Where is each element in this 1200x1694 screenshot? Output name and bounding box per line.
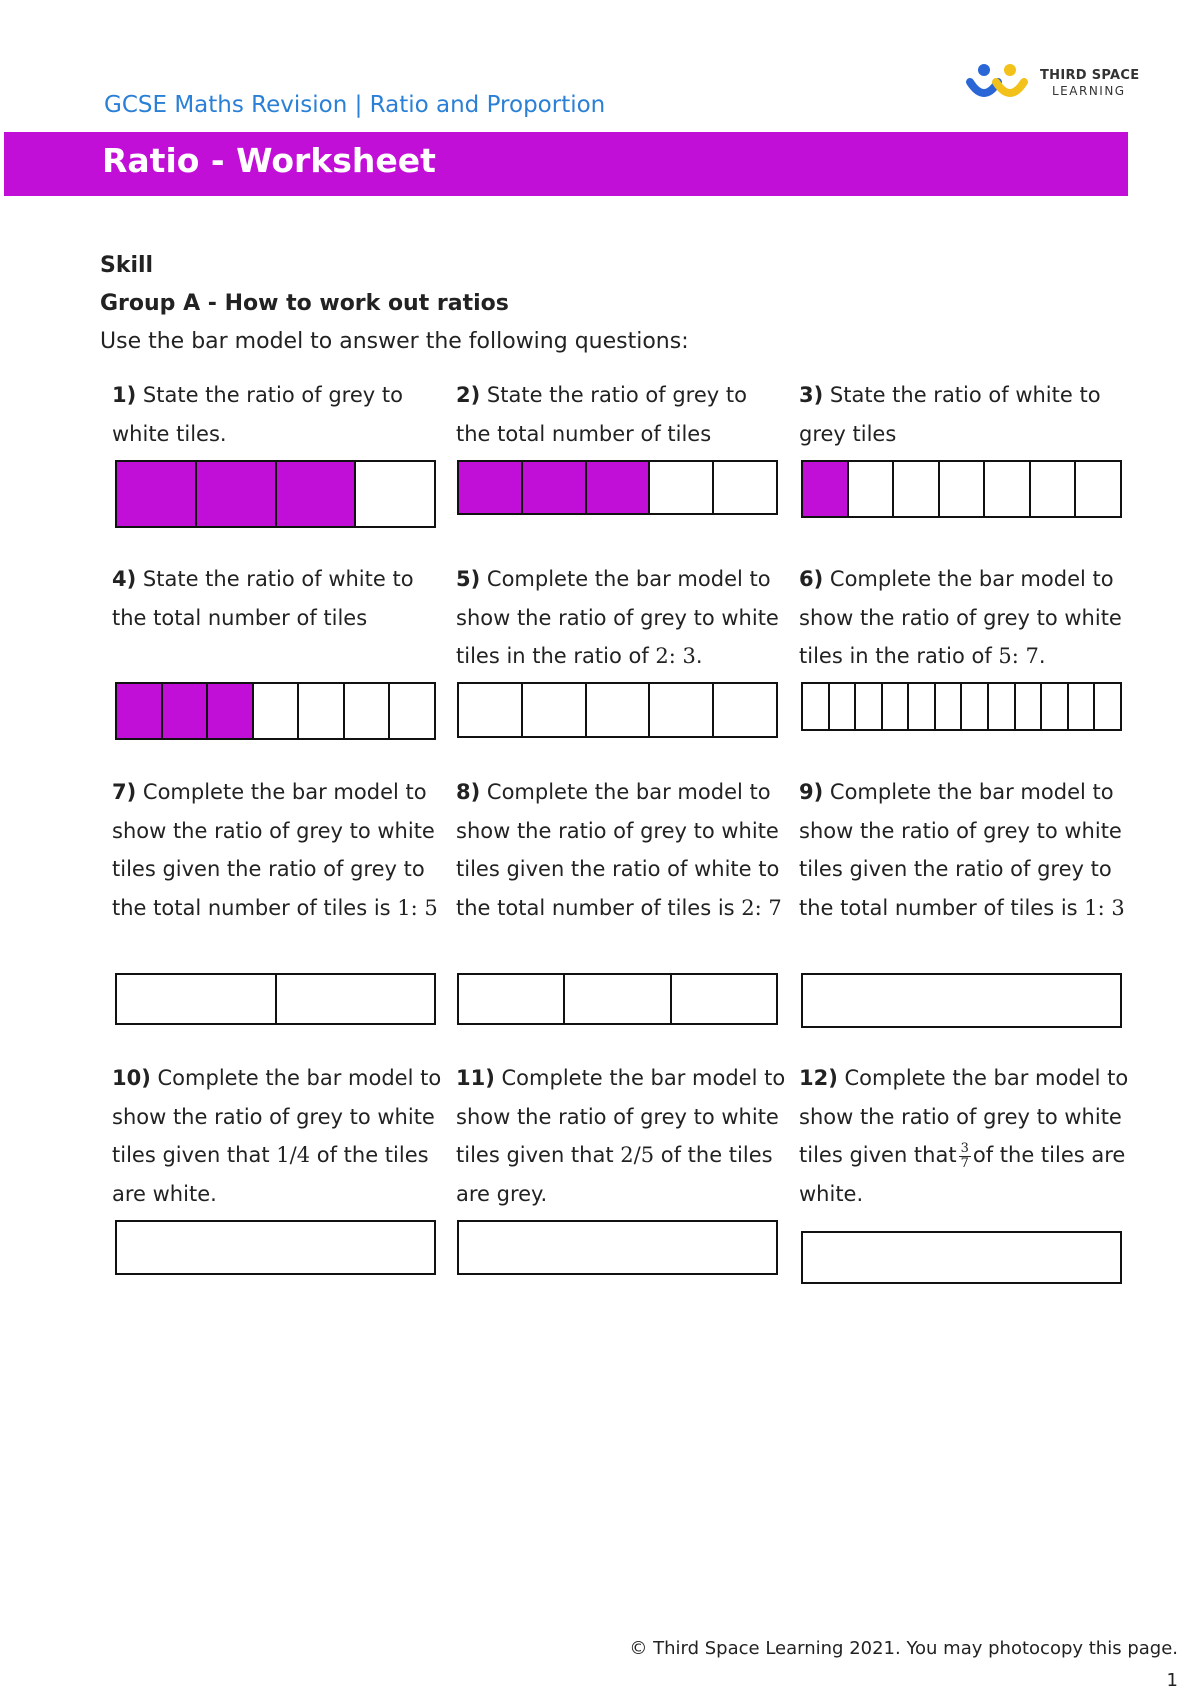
fraction: $\frac{3}{7}$ [960, 1140, 969, 1171]
tile-grey [587, 462, 651, 513]
tile-white [117, 1222, 434, 1273]
tile-white [940, 462, 986, 516]
section-skill-label: Skill [100, 253, 154, 278]
tile-white [894, 462, 940, 516]
copyright-footer: © Third Space Learning 2021. You may photocopy this page. [629, 1638, 1178, 1659]
bar-model-11 [457, 1220, 778, 1275]
tile-white [650, 462, 714, 513]
tile-white [254, 684, 300, 738]
bar-model-9 [801, 973, 1122, 1028]
tile-white [1069, 684, 1096, 729]
tile-white [299, 684, 345, 738]
question-10: 10) Complete the bar model to show the ratio of grey to white tiles given that 1/4 of the tiles are white. [112, 1066, 442, 1206]
tile-white [587, 684, 651, 736]
question-7: 7) Complete the bar model to show the ratio of grey to white tiles given the ratio of grey to the total number of tiles is 1: 5 [112, 780, 438, 920]
tile-grey [197, 462, 277, 526]
tile-white [909, 684, 936, 729]
tile-white [962, 684, 989, 729]
tile-white [830, 684, 857, 729]
tile-grey [523, 462, 587, 513]
question-4: 4) State the ratio of white to the total number of tiles [112, 567, 414, 630]
bar-model-6 [801, 682, 1122, 731]
question-11: 11) Complete the bar model to show the ratio of grey to white tiles given that 2/5 of the tiles are grey. [456, 1066, 786, 1206]
tile-white [565, 975, 671, 1023]
bar-model-2 [457, 460, 778, 515]
tile-white [849, 462, 895, 516]
question-5: 5) Complete the bar model to show the ratio of grey to white tiles in the ratio of 2: 3. [456, 567, 779, 668]
tile-white [1042, 684, 1069, 729]
bar-model-5 [457, 682, 778, 738]
tile-white [345, 684, 391, 738]
question-1: 1) State the ratio of grey to white tiles. [112, 383, 403, 446]
question-6: 6) Complete the bar model to show the ratio of grey to white tiles in the ratio of 5: 7. [799, 567, 1122, 668]
logo-text-line2: LEARNING [1052, 84, 1126, 98]
group-heading: Group A - How to work out ratios [100, 291, 509, 316]
tile-white [650, 684, 714, 736]
tile-white [117, 975, 277, 1023]
tile-white [856, 684, 883, 729]
third-space-learning-logo [964, 60, 1154, 110]
tile-grey [117, 462, 197, 526]
tile-white [523, 684, 587, 736]
tile-white [390, 684, 434, 738]
page-number: 1 [1166, 1670, 1178, 1691]
instruction-text: Use the bar model to answer the following questions: [100, 329, 689, 354]
logo-mark-icon [964, 60, 1034, 110]
tile-grey [803, 462, 849, 516]
tile-white [1016, 684, 1043, 729]
bar-model-4 [115, 682, 436, 740]
tile-white [459, 684, 523, 736]
tile-white [803, 975, 1120, 1026]
tile-white [277, 975, 435, 1023]
question-3: 3) State the ratio of white to grey tiles [799, 383, 1101, 446]
tile-white [459, 1222, 776, 1273]
tile-white [803, 1233, 1120, 1282]
tile-white [356, 462, 434, 526]
bar-model-12 [801, 1231, 1122, 1284]
question-8: 8) Complete the bar model to show the ratio of grey to white tiles given the ratio of white to the total number of tiles is 2: 7 [456, 780, 782, 920]
tile-grey [277, 462, 357, 526]
tile-white [1076, 462, 1120, 516]
tile-grey [459, 462, 523, 513]
logo-text-line1: THIRD SPACE [1040, 68, 1140, 83]
bar-model-3 [801, 460, 1122, 518]
tile-white [985, 462, 1031, 516]
tile-white [1031, 462, 1077, 516]
tile-grey [117, 684, 163, 738]
question-12: 12) Complete the bar model to show the ratio of grey to white tiles given that $\frac{3}{7}$ of the tiles are white. [799, 1066, 1129, 1206]
tile-white [883, 684, 910, 729]
tile-white [714, 684, 776, 736]
tile-white [714, 462, 776, 513]
tile-white [672, 975, 776, 1023]
bar-model-8 [457, 973, 778, 1025]
tile-white [803, 684, 830, 729]
page-title: Ratio - Worksheet [102, 141, 436, 180]
bar-model-7 [115, 973, 436, 1025]
tile-white [989, 684, 1016, 729]
question-9: 9) Complete the bar model to show the ratio of grey to white tiles given the ratio of grey to the total number of tiles is 1: 3 [799, 780, 1125, 920]
bar-model-1 [115, 460, 436, 528]
bar-model-10 [115, 1220, 436, 1275]
question-2: 2) State the ratio of grey to the total number of tiles [456, 383, 747, 446]
tile-white [1095, 684, 1120, 729]
tile-white [936, 684, 963, 729]
tile-grey [163, 684, 209, 738]
tile-white [459, 975, 565, 1023]
tile-grey [208, 684, 254, 738]
breadcrumb-subtitle: GCSE Maths Revision | Ratio and Proportion [104, 92, 606, 118]
